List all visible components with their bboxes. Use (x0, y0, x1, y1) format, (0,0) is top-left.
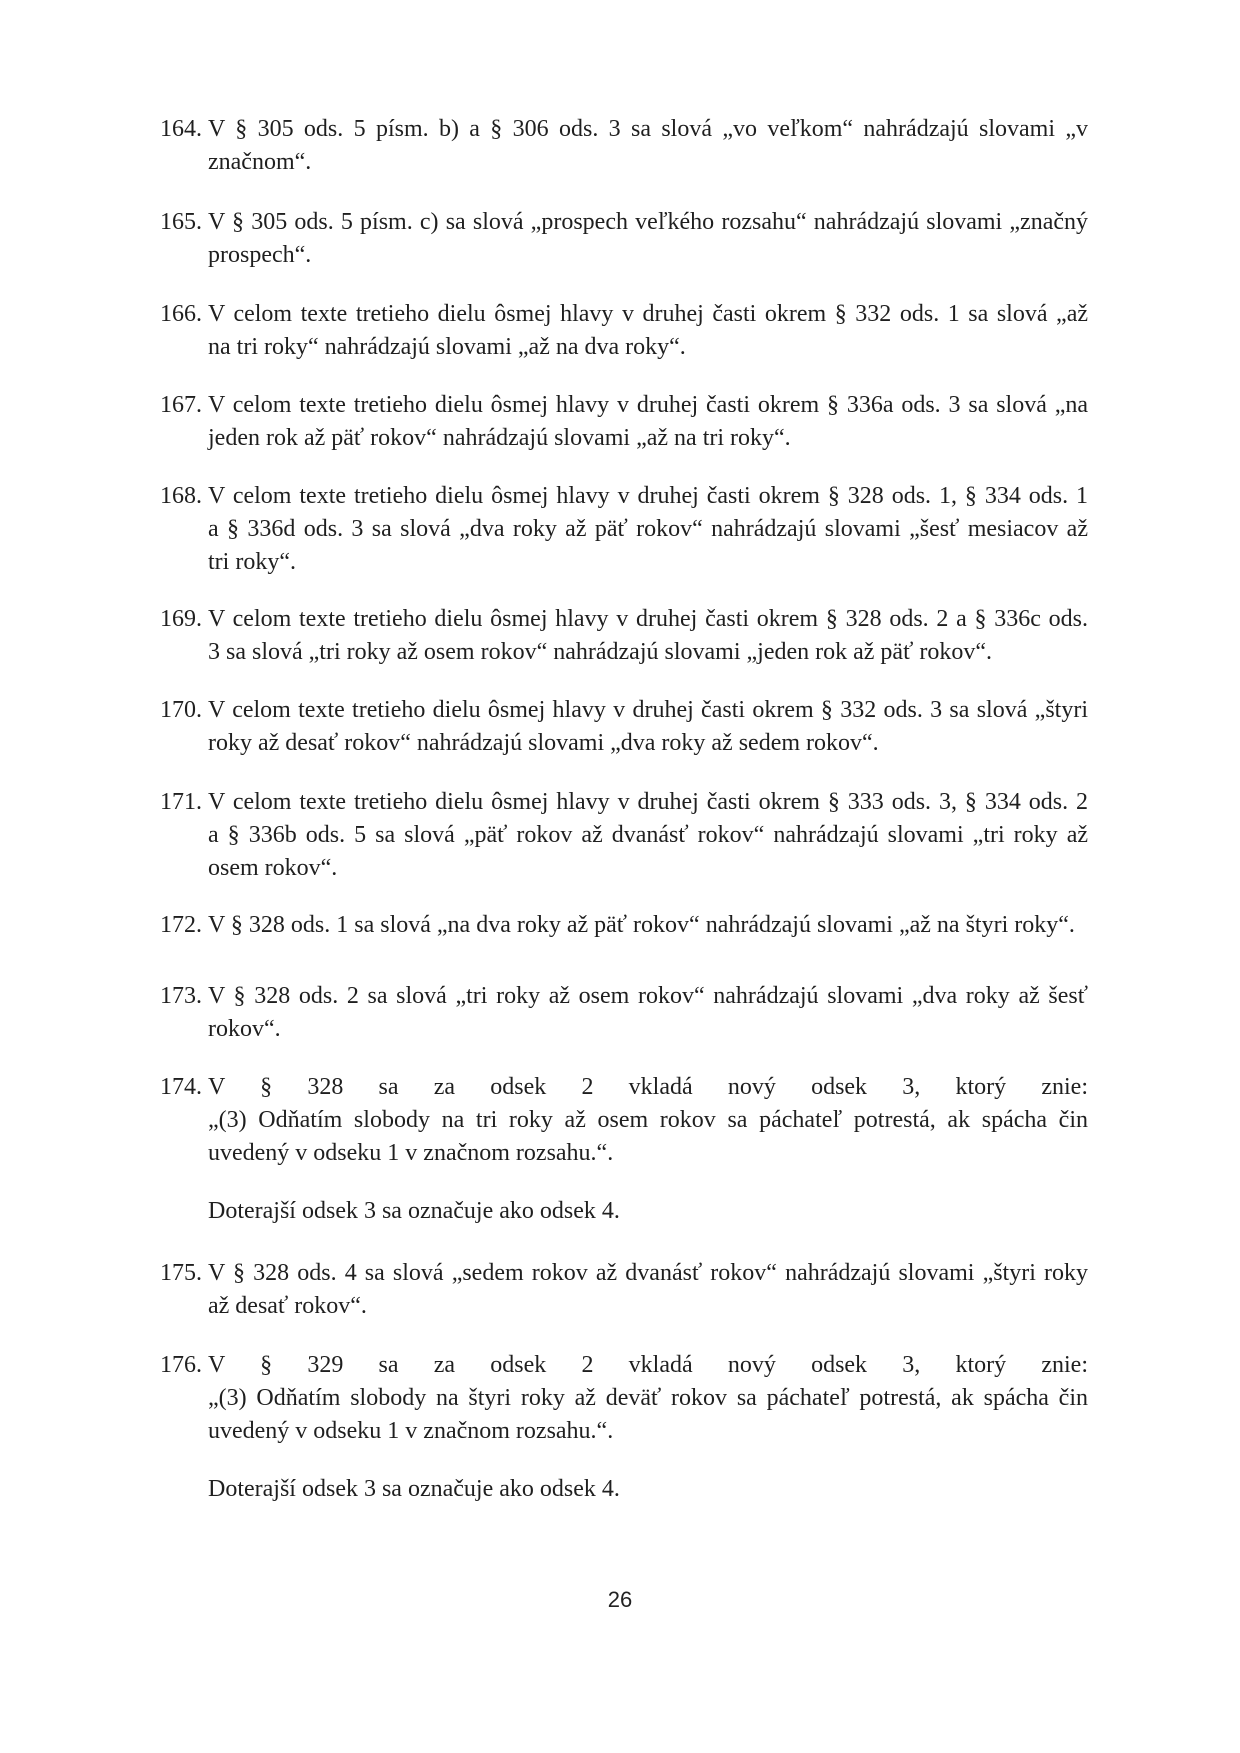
item-number: 171. (160, 789, 202, 815)
item-text-line: uvedený v odseku 1 v značnom rozsahu.“. (208, 1418, 614, 1444)
item-text-line: V § 328 sa za odsek 2 vkladá nový odsek 3, ktorý znie: (208, 1074, 1088, 1100)
item-text-line: tri roky“. (208, 549, 296, 575)
item-note: Doterajší odsek 3 sa označuje ako odsek 4. (208, 1476, 620, 1502)
item-number: 176. (160, 1352, 202, 1378)
item-number: 165. (160, 209, 202, 235)
item-text-line: rokov“. (208, 1016, 281, 1042)
item-text-line: V celom texte tretieho dielu ôsmej hlavy v druhej časti okrem § 333 ods. 3, § 334 ods. 2 (208, 789, 1088, 815)
item-text-line: osem rokov“. (208, 855, 338, 881)
item-text-line: 3 sa slová „tri roky až osem rokov“ nahrádzajú slovami „jeden rok až päť rokov“. (208, 639, 992, 665)
item-text-line: prospech“. (208, 242, 312, 268)
item-number: 168. (160, 483, 202, 509)
item-note: Doterajší odsek 3 sa označuje ako odsek 4. (208, 1198, 620, 1224)
item-text-line: jeden rok až päť rokov“ nahrádzajú slovami „až na tri roky“. (208, 425, 791, 451)
item-number: 167. (160, 392, 202, 418)
item-number: 164. (160, 116, 202, 142)
item-text-line: V § 328 ods. 1 sa slová „na dva roky až päť rokov“ nahrádzajú slovami „až na štyri roky“. (208, 912, 1075, 938)
item-text-line: V celom texte tretieho dielu ôsmej hlavy v druhej časti okrem § 332 ods. 1 sa slová „až (208, 301, 1088, 327)
item-text-line: uvedený v odseku 1 v značnom rozsahu.“. (208, 1140, 614, 1166)
item-number: 169. (160, 606, 202, 632)
item-text-line: a § 336b ods. 5 sa slová „päť rokov až dvanásť rokov“ nahrádzajú slovami „tri roky až (208, 822, 1088, 848)
item-number: 172. (160, 912, 202, 938)
item-text-line: V § 305 ods. 5 písm. b) a § 306 ods. 3 sa slová „vo veľkom“ nahrádzajú slovami „v (208, 116, 1088, 142)
item-text-line: V § 305 ods. 5 písm. c) sa slová „prospech veľkého rozsahu“ nahrádzajú slovami „značný (208, 209, 1088, 235)
item-text-line: V § 329 sa za odsek 2 vkladá nový odsek 3, ktorý znie: (208, 1352, 1088, 1378)
item-text-line: značnom“. (208, 149, 312, 175)
item-text-line: roky až desať rokov“ nahrádzajú slovami „dva roky až sedem rokov“. (208, 730, 879, 756)
item-text-line: „(3) Odňatím slobody na štyri roky až deväť rokov sa páchateľ potrestá, ak spácha čin (208, 1385, 1088, 1411)
item-number: 170. (160, 697, 202, 723)
item-text-line: a § 336d ods. 3 sa slová „dva roky až päť rokov“ nahrádzajú slovami „šesť mesiacov až (208, 516, 1088, 542)
item-text-line: V celom texte tretieho dielu ôsmej hlavy v druhej časti okrem § 332 ods. 3 sa slová „štyri (208, 697, 1088, 723)
page-number: 26 (607, 1587, 633, 1612)
item-text-line: až desať rokov“. (208, 1293, 367, 1319)
item-text-line: V § 328 ods. 2 sa slová „tri roky až osem rokov“ nahrádzajú slovami „dva roky až šesť (208, 983, 1088, 1009)
item-text-line: V celom texte tretieho dielu ôsmej hlavy v druhej časti okrem § 328 ods. 2 a § 336c ods. (208, 606, 1088, 632)
item-number: 174. (160, 1074, 202, 1100)
item-text-line: „(3) Odňatím slobody na tri roky až osem rokov sa páchateľ potrestá, ak spácha čin (208, 1107, 1088, 1133)
item-text-line: V celom texte tretieho dielu ôsmej hlavy v druhej časti okrem § 336a ods. 3 sa slová „na (208, 392, 1088, 418)
item-text-line: na tri roky“ nahrádzajú slovami „až na dva roky“. (208, 334, 686, 360)
item-text-line: V § 328 ods. 4 sa slová „sedem rokov až dvanásť rokov“ nahrádzajú slovami „štyri roky (208, 1260, 1088, 1286)
item-number: 173. (160, 983, 202, 1009)
item-number: 175. (160, 1260, 202, 1286)
item-number: 166. (160, 301, 202, 327)
item-text-line: V celom texte tretieho dielu ôsmej hlavy v druhej časti okrem § 328 ods. 1, § 334 ods. 1 (208, 483, 1088, 509)
